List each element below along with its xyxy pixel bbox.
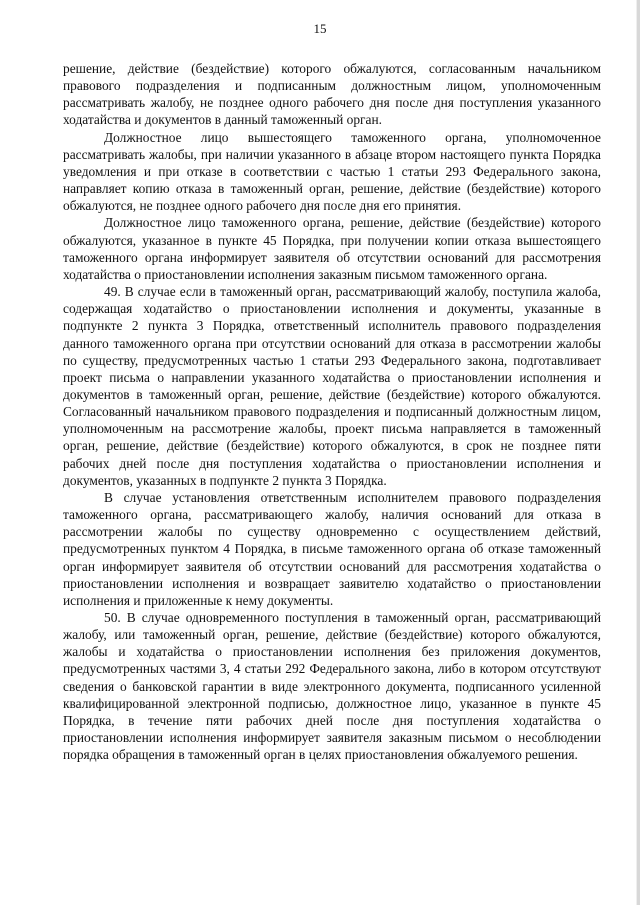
page-number: 15	[313, 21, 327, 36]
paragraph-higher-authority-refusal: Должностное лицо вышестоящего таможенного органа, уполномоченное рассматривать жалобы, при наличии указанного в абзаце втором настоящего пункта Порядка уведомления и при отказе в соответствии с частью 1 статьи 293 Федерального закона, направляет копию отказа в таможенный орган, решение, действие (бездействие) которого обжалуются, не позднее одного рабочего дня после дня его принятия.	[63, 129, 601, 214]
paragraph-refusal-grounds: В случае установления ответственным исполнителем правового подразделения таможенного органа, рассматривающего жалобу, наличия оснований для отказа в рассмотрении жалобы по существу одновременно с осуществлением действий, предусмотренных пунктом 4 Порядка, в письме таможенного органа об отказе таможенный орган информирует заявителя об отсутствии оснований для рассмотрения ходатайства о приостановлении исполнения и возвращает заявителю ходатайство о приостановлении исполнения и приложенные к нему документы.	[63, 489, 601, 608]
document-body	[63, 60, 601, 763]
paragraph-continuation: решение, действие (бездействие) которого обжалуются, согласованным начальником правового подразделения и подписанным должностным лицом, уполномоченным рассматривать жалобу, не позднее одного рабочего дня после дня поступления указанного ходатайства и документов в данный таможенный орган.	[63, 61, 601, 128]
paragraph-item-50: 50. В случае одновременного поступления в таможенный орган, рассматривающий жалобу, или таможенный орган, решение, действие (бездействие) которого обжалуются, жалобы и ходатайства о приостановлении исполнения без приложения документов, предусмотренных частями 3, 4 статьи 292 Федерального закона, либо в котором отсутствуют сведения о банковской гарантии в виде электронного документа, подписанного усиленной квалифицированной электронной подписью, должностное лицо, указанное в пункте 45 Порядка, в течение пяти рабочих дней после дня поступления ходатайства о приостановлении исполнения информирует заявителя заказным письмом о несоблюдении порядка обращения в таможенный орган в целях приостановления обжалуемого решения.	[63, 610, 601, 763]
paragraph-item-49: 49. В случае если в таможенный орган, рассматривающий жалобу, поступила жалоба, содержащая ходатайство о приостановлении исполнения и документы, указанные в подпункте 2 пункта 3 Порядка, ответственный исполнитель правового подразделения данного таможенного органа при отсутствии оснований для отказа в рассмотрении жалобы по существу, предусмотренных частью 1 статьи 293 Федерального закона, подготавливает проект письма о направлении указанного ходатайства о приостановлении исполнения и документов в таможенный орган, решение, действие (бездействие) которого обжалуются. Согласованный начальником правового подразделения и подписанный должностным лицом, уполномоченным на рассмотрение жалобы, проект письма направляется в таможенный орган, решение, действие (бездействие) которого обжалуются, в срок не позднее пяти рабочих дней после дня поступления ходатайства о приостановлении исполнения и документов, указанных в подпункте 2 пункта 3 Порядка.	[63, 284, 601, 488]
paragraph-informing-applicant: Должностное лицо таможенного органа, решение, действие (бездействие) которого обжалуются, указанное в пункте 45 Порядка, при получении копии отказа вышестоящего таможенного органа информирует заявителя об отсутствии оснований для рассмотрения ходатайства о приостановлении исполнения заказным письмом таможенного органа.	[63, 215, 601, 282]
